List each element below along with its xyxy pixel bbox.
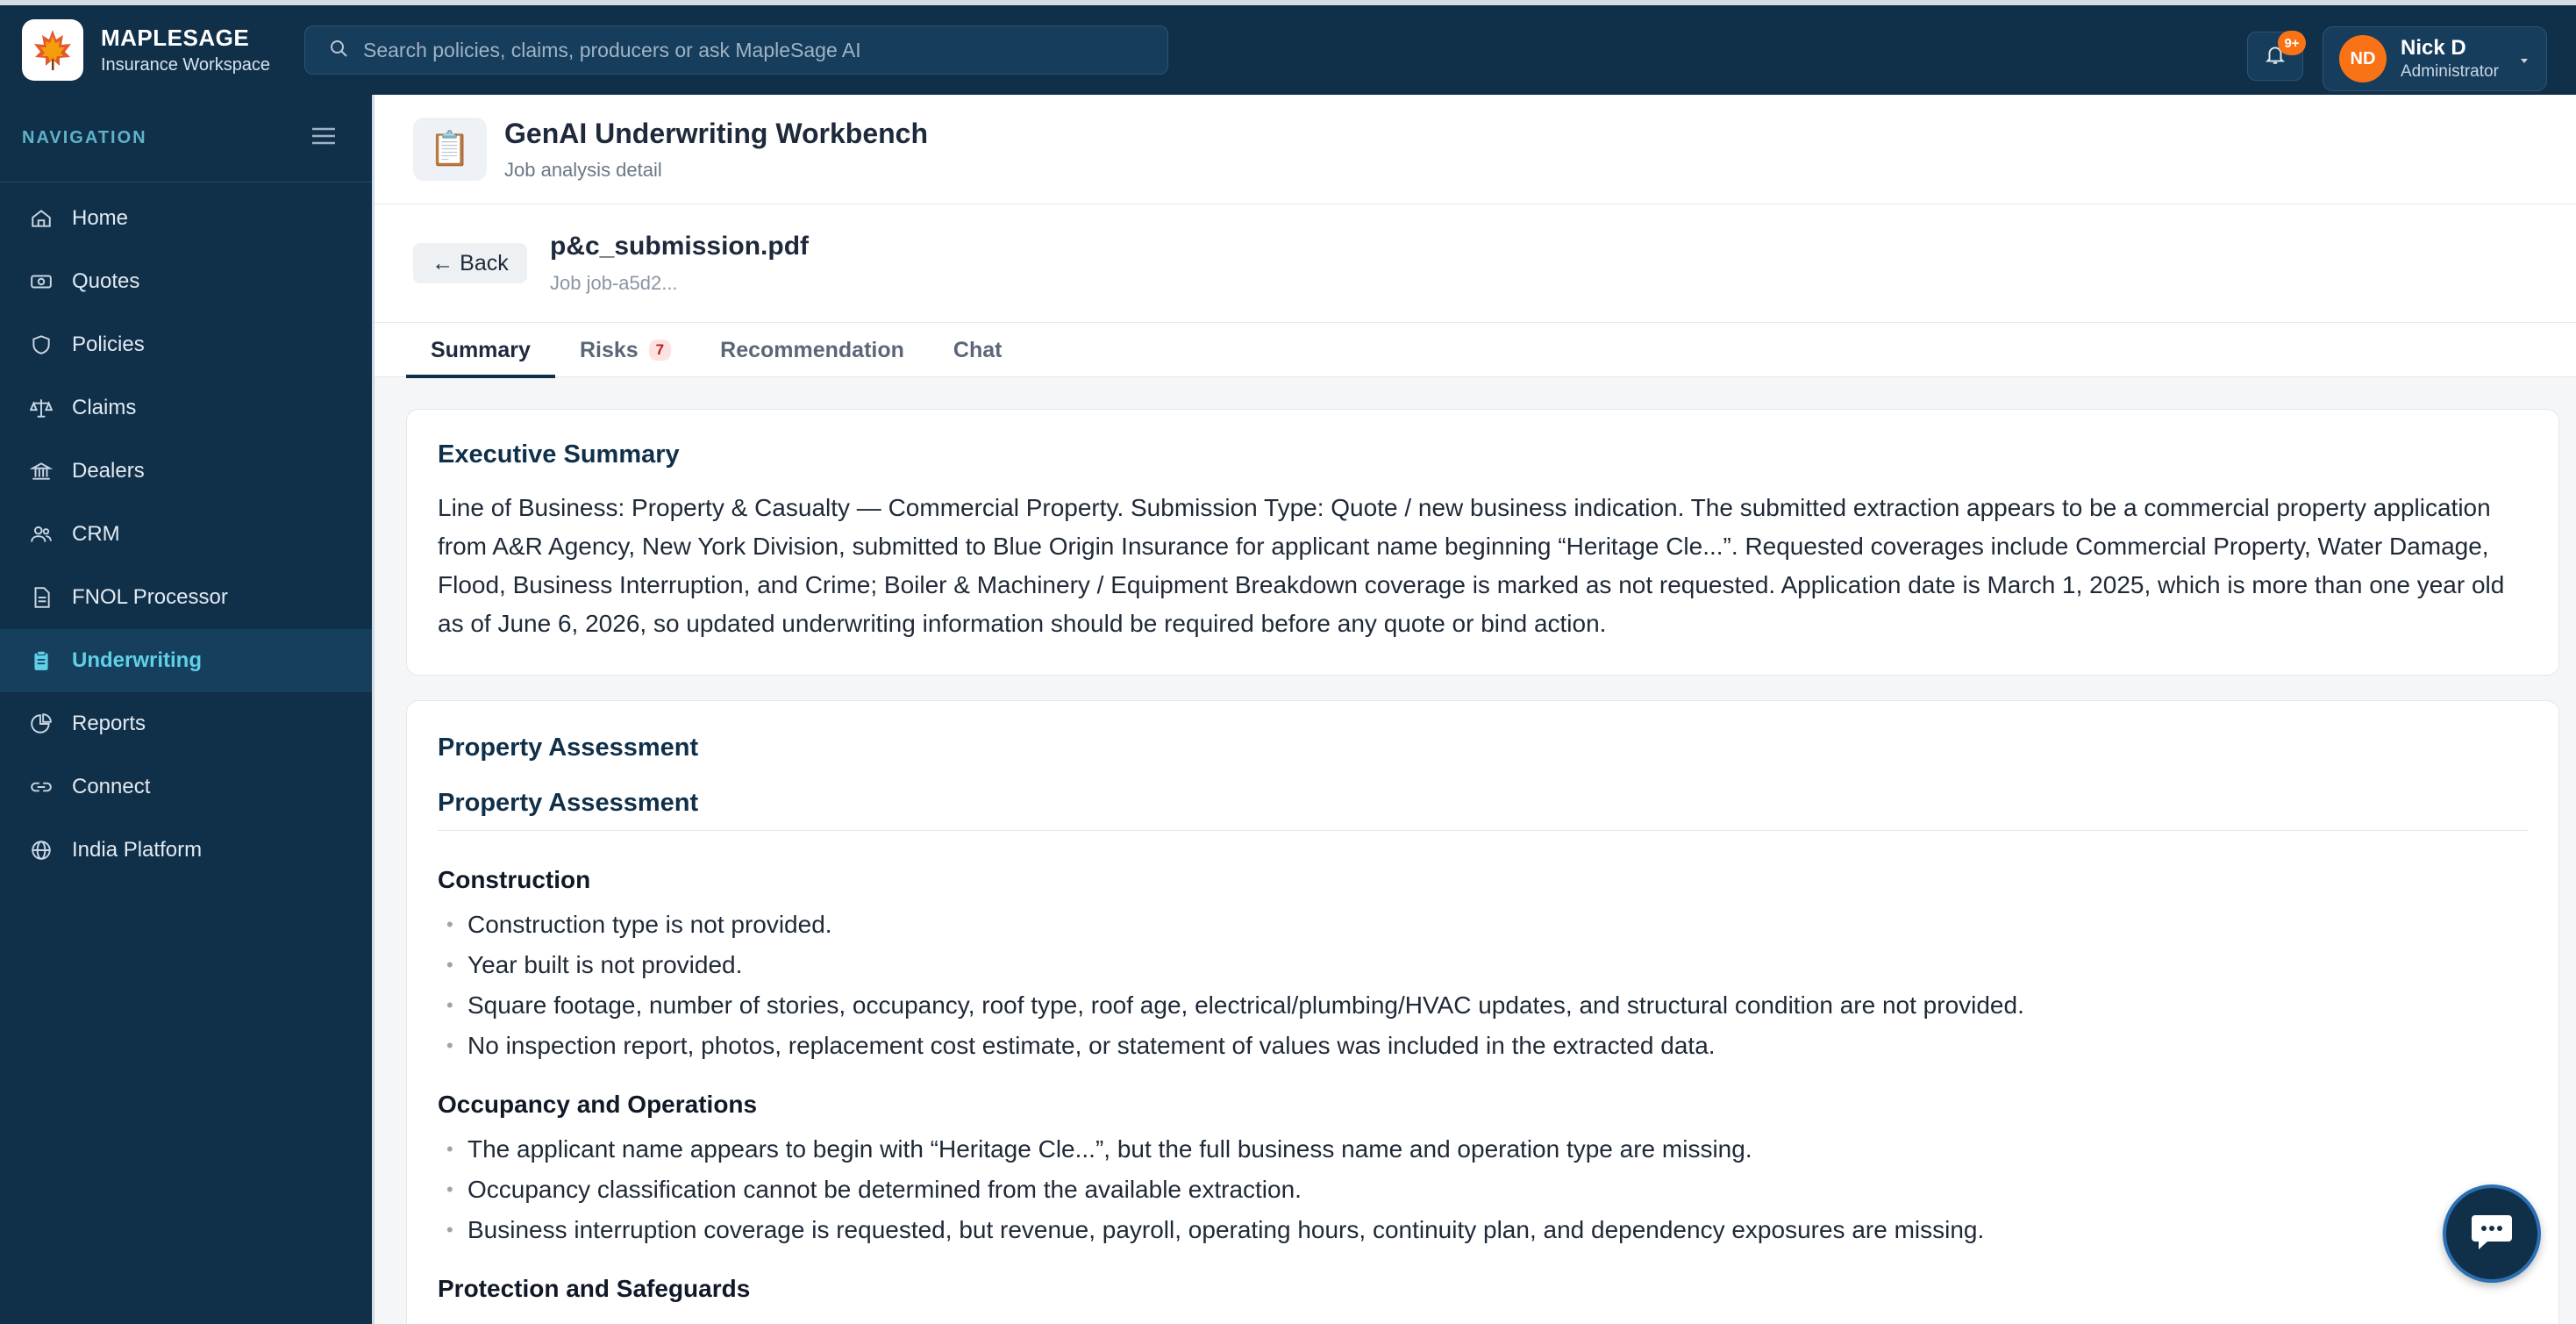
sidebar-item-label: CRM [72, 522, 120, 546]
money-icon [28, 268, 54, 295]
sidebar-item-label: Reports [72, 712, 146, 735]
chevron-down-icon [2518, 54, 2530, 69]
tab-recommendation[interactable] [696, 323, 929, 377]
top-bar [0, 0, 2576, 95]
sidebar-item-policies[interactable] [0, 313, 372, 376]
occupancy-list [438, 1129, 2528, 1250]
brand[interactable] [22, 19, 304, 81]
page-title: GenAI Underwriting Workbench [504, 117, 928, 149]
shield-icon [28, 332, 54, 358]
sidebar-item-reports[interactable] [0, 692, 372, 755]
users-icon [28, 521, 54, 547]
notifications-button[interactable] [2247, 32, 2303, 81]
brand-subtitle: Insurance Workspace [101, 55, 271, 75]
document-icon [28, 584, 54, 611]
tab-label: Risks [579, 337, 639, 362]
tab-chat[interactable] [929, 323, 1027, 377]
section-title: Property Assessment [438, 789, 2528, 831]
sidebar-item-label: Claims [72, 396, 137, 419]
scale-icon [28, 395, 54, 421]
avatar: ND [2339, 35, 2387, 82]
back-button[interactable]: ← Back [413, 243, 527, 283]
page-header [375, 95, 2576, 204]
sidebar-item-home[interactable] [0, 187, 372, 250]
maple-leaf-logo-icon [22, 19, 83, 81]
clipboard-icon [28, 648, 54, 674]
list-item: • The applicant name appears to begin with “Heritage Cle...”, but the full business name and operation type are missing. [438, 1129, 2528, 1170]
sidebar-item-label: Underwriting [72, 648, 202, 672]
protection-heading: Protection and Safeguards [438, 1275, 751, 1302]
tab-summary[interactable] [406, 323, 555, 377]
sidebar-item-claims[interactable] [0, 376, 372, 440]
list-item: • Square footage, number of stories, occupancy, roof type, roof age, electrical/plumbing/HVAC updates, and structural condition are not provided. [438, 985, 2528, 1026]
clipboard-icon: 📋 [413, 118, 487, 181]
home-icon [28, 205, 54, 232]
job-id: Job job-a5d2... [550, 272, 678, 294]
file-name: p&c_submission.pdf [550, 232, 810, 261]
card-title: Executive Summary [438, 440, 680, 469]
property-assessment-card [406, 700, 2559, 1324]
link-icon [28, 774, 54, 800]
sidebar-item-crm[interactable] [0, 503, 372, 566]
chart-icon [28, 711, 54, 737]
sidebar-item-label: Dealers [72, 459, 145, 483]
sidebar-item-india-platform[interactable] [0, 819, 372, 882]
card-title: Property Assessment [438, 734, 699, 762]
tab-risks[interactable] [555, 323, 696, 377]
sidebar-item-fnol-processor[interactable] [0, 566, 372, 629]
main-content [372, 95, 2576, 1324]
risk-count-badge: 7 [649, 340, 671, 361]
page-subtitle: Job analysis detail [504, 158, 662, 181]
hamburger-menu-icon[interactable] [310, 125, 337, 151]
sidebar-item-label: Connect [72, 775, 151, 798]
tab-bar [375, 323, 2576, 377]
construction-heading: Construction [438, 866, 591, 893]
user-menu[interactable] [2323, 26, 2547, 91]
globe-icon [28, 837, 54, 863]
bank-icon [28, 458, 54, 484]
user-name: Nick D [2401, 36, 2466, 60]
sidebar-item-label: Home [72, 206, 129, 230]
occupancy-heading: Occupancy and Operations [438, 1091, 758, 1118]
list-item: • Business interruption coverage is requested, but revenue, payroll, operating hours, continuity plan, and dependency exposures are missing. [438, 1210, 2528, 1250]
chat-bubble-icon [2470, 1212, 2514, 1256]
list-item: • No inspection report, photos, replacement cost estimate, or statement of values was included in the extracted data. [438, 1026, 2528, 1066]
sidebar-item-label: Quotes [72, 269, 140, 293]
sidebar-item-label: FNOL Processor [72, 585, 228, 609]
tab-label: Recommendation [720, 337, 904, 362]
file-header [375, 204, 2576, 323]
list-item: • Construction type is not provided. [438, 905, 2528, 945]
executive-summary-card [406, 409, 2559, 676]
construction-list [438, 905, 2528, 1066]
sidebar [0, 95, 372, 1324]
tab-label: Summary [431, 337, 531, 362]
sidebar-item-label: India Platform [72, 838, 203, 862]
nav-title: NAVIGATION [22, 128, 147, 147]
brand-name: MAPLESAGE [101, 25, 250, 51]
sidebar-item-connect[interactable] [0, 755, 372, 819]
executive-summary-text: Line of Business: Property & Casualty — Commercial Property. Submission Type: Quote / new business indication. The submitted extraction appears to be a commercial property application from A&R Agency, New York Division, submitted to Blue Origin Insurance for applicant name beginning “Heritage Cle...”. Requested coverages include Commercial Property, Water Damage, Flood, Business Interruption, and Crime; Boiler & Machinery / Equipment Breakdown coverage is marked as not requested. Application date is March 1, 2025, which is more than one year old as of June 6, 2026, so updated underwriting information should be required before any quote or bind action. [438, 494, 2505, 637]
list-item: • Occupancy classification cannot be determined from the available extraction. [438, 1170, 2528, 1210]
global-search[interactable] [304, 25, 1168, 75]
sidebar-item-dealers[interactable] [0, 440, 372, 503]
chat-assistant-button[interactable] [2443, 1184, 2541, 1283]
search-input[interactable] [363, 39, 1152, 62]
tab-label: Chat [953, 337, 1003, 362]
list-item: • Year built is not provided. [438, 945, 2528, 985]
sidebar-item-underwriting[interactable] [0, 629, 372, 692]
sidebar-item-label: Policies [72, 333, 145, 356]
sidebar-item-quotes[interactable] [0, 250, 372, 313]
search-icon [328, 38, 349, 63]
user-role: Administrator [2401, 62, 2499, 81]
notification-count-badge: 9+ [2278, 31, 2306, 55]
